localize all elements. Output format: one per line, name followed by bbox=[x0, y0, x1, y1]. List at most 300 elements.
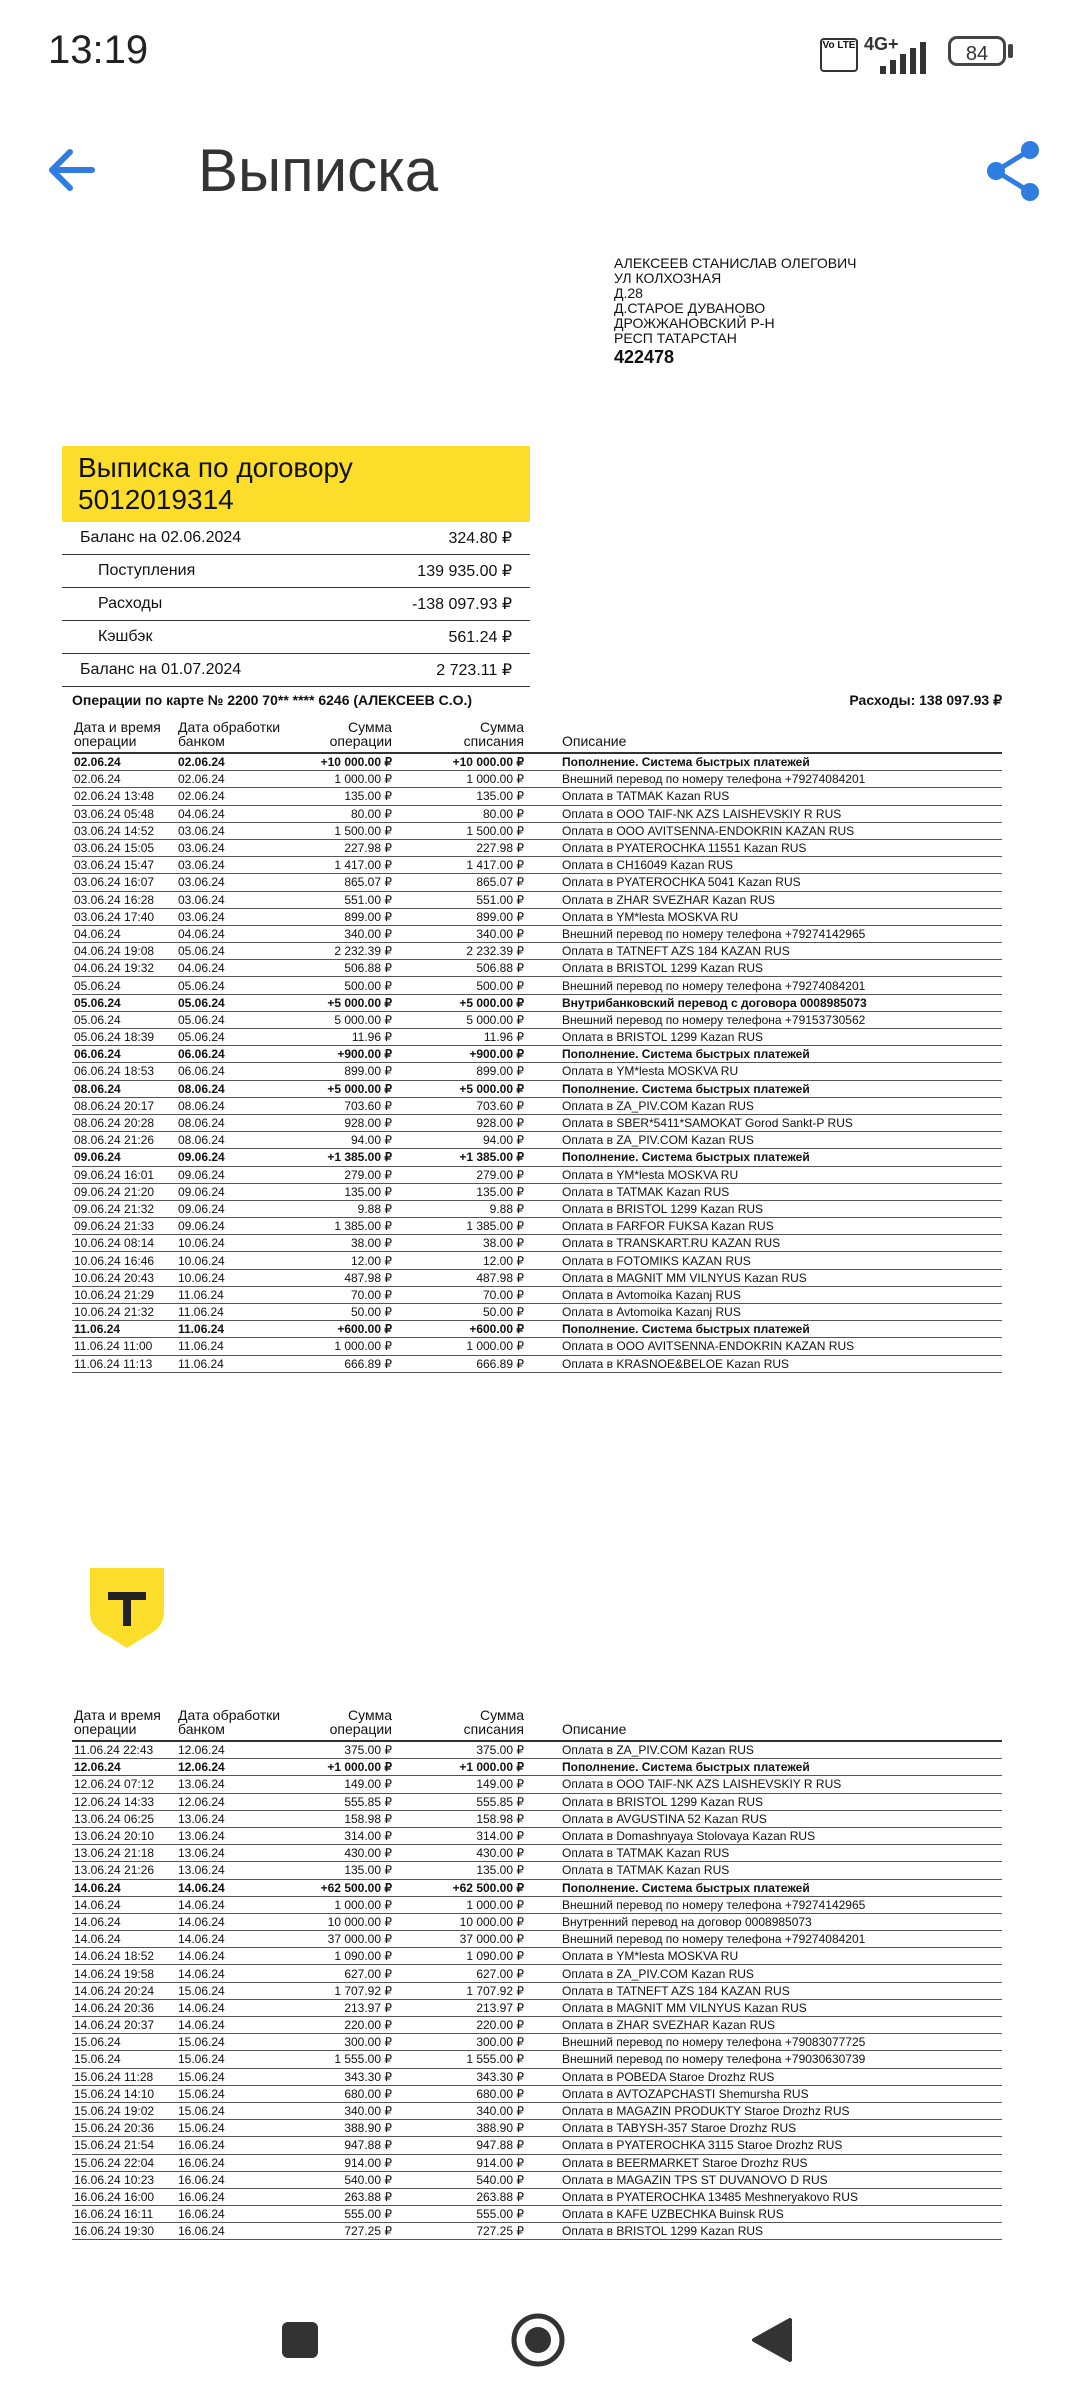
cell-date-op: 03.06.24 15:47 bbox=[72, 857, 176, 874]
cell-date-op: 03.06.24 16:28 bbox=[72, 891, 176, 908]
cell-date-bank: 14.06.24 bbox=[176, 1913, 290, 1930]
bank-logo-icon bbox=[90, 1568, 164, 1648]
table-row bbox=[72, 2034, 1002, 2051]
col-sum-op: Сумма операции bbox=[290, 1708, 394, 1741]
table-row bbox=[72, 1776, 1002, 1793]
cell-sum-op: 38.00 ₽ bbox=[290, 1235, 394, 1252]
cell-sum-op: 213.97 ₽ bbox=[290, 1999, 394, 2016]
table-row bbox=[72, 1080, 1002, 1097]
col-sum-debit: Сумма списания bbox=[394, 720, 526, 753]
cell-sum-debit: 899.00 ₽ bbox=[394, 1063, 526, 1080]
cell-date-op: 05.06.24 bbox=[72, 994, 176, 1011]
cell-description: Оплата в ZHAR SVEZHAR Kazan RUS bbox=[526, 2017, 1002, 2034]
status-time: 13:19 bbox=[48, 28, 149, 72]
table-row bbox=[72, 1845, 1002, 1862]
cell-sum-debit: 899.00 ₽ bbox=[394, 908, 526, 925]
cell-description: Оплата в PYATEROCHKA 13485 Meshneryakovo RUS bbox=[526, 2188, 1002, 2205]
cell-date-op: 02.06.24 13:48 bbox=[72, 788, 176, 805]
cell-description: Пополнение. Система быстрых платежей bbox=[526, 1879, 1002, 1896]
cell-date-op: 08.06.24 21:26 bbox=[72, 1132, 176, 1149]
cell-date-bank: 02.06.24 bbox=[176, 771, 290, 788]
cell-date-bank: 03.06.24 bbox=[176, 891, 290, 908]
summary-value: -138 097.93 ₽ bbox=[411, 596, 512, 613]
cell-date-bank: 14.06.24 bbox=[176, 1896, 290, 1913]
cell-date-op: 05.06.24 18:39 bbox=[72, 1029, 176, 1046]
cell-sum-debit: 38.00 ₽ bbox=[394, 1235, 526, 1252]
cell-sum-op: +62 500.00 ₽ bbox=[290, 1879, 394, 1896]
table-row bbox=[72, 1114, 1002, 1131]
cell-date-op: 09.06.24 21:33 bbox=[72, 1218, 176, 1235]
cell-sum-debit: 135.00 ₽ bbox=[394, 788, 526, 805]
address-line: Д.СТАРОЕ ДУВАНОВО bbox=[614, 300, 766, 316]
cell-sum-debit: 220.00 ₽ bbox=[394, 2017, 526, 2034]
cell-date-op: 16.06.24 16:11 bbox=[72, 2206, 176, 2223]
cell-date-bank: 02.06.24 bbox=[176, 753, 290, 771]
cell-date-bank: 10.06.24 bbox=[176, 1235, 290, 1252]
cell-sum-debit: 9.88 ₽ bbox=[394, 1200, 526, 1217]
table-row bbox=[72, 1759, 1002, 1776]
summary-row bbox=[62, 654, 530, 687]
cell-sum-op: 703.60 ₽ bbox=[290, 1097, 394, 1114]
cell-date-op: 09.06.24 21:20 bbox=[72, 1183, 176, 1200]
cell-date-bank: 05.06.24 bbox=[176, 1029, 290, 1046]
cell-date-bank: 11.06.24 bbox=[176, 1286, 290, 1303]
cell-description: Оплата в TATMAK Kazan RUS bbox=[526, 1862, 1002, 1879]
summary-value: 561.24 ₽ bbox=[448, 629, 512, 646]
cell-sum-debit: 314.00 ₽ bbox=[394, 1827, 526, 1844]
table-row bbox=[72, 994, 1002, 1011]
cell-sum-op: 627.00 ₽ bbox=[290, 1965, 394, 1982]
summary-row bbox=[62, 588, 530, 621]
cell-sum-op: 300.00 ₽ bbox=[290, 2034, 394, 2051]
cell-sum-debit: 70.00 ₽ bbox=[394, 1286, 526, 1303]
cell-sum-op: 135.00 ₽ bbox=[290, 788, 394, 805]
cell-description: Внешний перевод по номеру телефона +79274142965 bbox=[526, 1896, 1002, 1913]
cell-sum-debit: 1 417.00 ₽ bbox=[394, 857, 526, 874]
cell-sum-debit: 340.00 ₽ bbox=[394, 2102, 526, 2119]
summary-title: Выписка по договору 5012019314 bbox=[62, 446, 530, 522]
summary-value: 139 935.00 ₽ bbox=[417, 563, 512, 580]
cell-sum-op: 551.00 ₽ bbox=[290, 891, 394, 908]
table-row bbox=[72, 943, 1002, 960]
cell-sum-debit: 279.00 ₽ bbox=[394, 1166, 526, 1183]
statement-summary bbox=[62, 446, 530, 687]
cell-sum-op: 375.00 ₽ bbox=[290, 1741, 394, 1759]
cell-sum-op: 5 000.00 ₽ bbox=[290, 1011, 394, 1028]
cell-sum-op: 343.30 ₽ bbox=[290, 2068, 394, 2085]
cell-sum-debit: 914.00 ₽ bbox=[394, 2154, 526, 2171]
cell-description: Оплата в Domashnyaya Stolovaya Kazan RUS bbox=[526, 1827, 1002, 1844]
cell-sum-op: 263.88 ₽ bbox=[290, 2188, 394, 2205]
cell-date-op: 14.06.24 18:52 bbox=[72, 1948, 176, 1965]
operations-header bbox=[72, 692, 1002, 709]
table-row bbox=[72, 839, 1002, 856]
cell-date-bank: 03.06.24 bbox=[176, 857, 290, 874]
cell-description: Оплата в TATNEFT AZS 184 KAZAN RUS bbox=[526, 1982, 1002, 1999]
cell-description: Оплата в ZA_PIV.COM Kazan RUS bbox=[526, 1097, 1002, 1114]
cell-sum-op: 430.00 ₽ bbox=[290, 1845, 394, 1862]
cell-date-bank: 03.06.24 bbox=[176, 874, 290, 891]
cell-date-op: 14.06.24 bbox=[72, 1913, 176, 1930]
table-row bbox=[72, 1252, 1002, 1269]
operations-card-label: Операции по карте № 2200 70** **** 6246 (АЛЕКСЕЕВ С.О.) bbox=[72, 692, 473, 708]
cell-sum-debit: 50.00 ₽ bbox=[394, 1304, 526, 1321]
cell-date-op: 09.06.24 21:32 bbox=[72, 1200, 176, 1217]
cell-sum-debit: 37 000.00 ₽ bbox=[394, 1931, 526, 1948]
operations-table-page2 bbox=[72, 1708, 1002, 2240]
cell-date-op: 13.06.24 21:18 bbox=[72, 1845, 176, 1862]
operations-body bbox=[72, 753, 1002, 1372]
cell-sum-debit: 213.97 ₽ bbox=[394, 1999, 526, 2016]
page-title: Выписка bbox=[198, 137, 439, 204]
cell-date-op: 15.06.24 20:36 bbox=[72, 2120, 176, 2137]
cell-description: Пополнение. Система быстрых платежей bbox=[526, 1759, 1002, 1776]
table-row bbox=[72, 2120, 1002, 2137]
cell-date-op: 16.06.24 16:00 bbox=[72, 2188, 176, 2205]
cell-date-op: 13.06.24 06:25 bbox=[72, 1810, 176, 1827]
cell-description: Оплата в ООО TAIF-NK AZS LAISHEVSKIY R RUS bbox=[526, 805, 1002, 822]
col-date-op: Дата и время операции bbox=[72, 720, 176, 753]
summary-value: 2 723.11 ₽ bbox=[436, 662, 512, 679]
cell-date-op: 10.06.24 20:43 bbox=[72, 1269, 176, 1286]
cell-date-bank: 09.06.24 bbox=[176, 1218, 290, 1235]
table-row bbox=[72, 2102, 1002, 2119]
cell-sum-op: 680.00 ₽ bbox=[290, 2085, 394, 2102]
table-row bbox=[72, 1879, 1002, 1896]
cell-description: Оплата в BRISTOL 1299 Kazan RUS bbox=[526, 960, 1002, 977]
address-line: УЛ КОЛХОЗНАЯ bbox=[614, 270, 722, 286]
cell-date-bank: 05.06.24 bbox=[176, 943, 290, 960]
cell-date-op: 15.06.24 11:28 bbox=[72, 2068, 176, 2085]
table-row bbox=[72, 1166, 1002, 1183]
cell-description: Оплата в BRISTOL 1299 Kazan RUS bbox=[526, 1793, 1002, 1810]
cell-sum-op: 9.88 ₽ bbox=[290, 1200, 394, 1217]
cell-date-bank: 16.06.24 bbox=[176, 2171, 290, 2188]
cell-description: Оплата в FOTOMIKS KAZAN RUS bbox=[526, 1252, 1002, 1269]
col-date-bank: Дата обработки банком bbox=[176, 1708, 290, 1741]
table-row bbox=[72, 1046, 1002, 1063]
table-row bbox=[72, 1793, 1002, 1810]
cell-date-bank: 08.06.24 bbox=[176, 1132, 290, 1149]
cell-description: Внутренний перевод на договор 0008985073 bbox=[526, 1913, 1002, 1930]
share-icon[interactable] bbox=[980, 136, 1050, 206]
cell-date-op: 05.06.24 bbox=[72, 1011, 176, 1028]
cell-sum-op: +1 000.00 ₽ bbox=[290, 1759, 394, 1776]
cell-sum-debit: +1 385.00 ₽ bbox=[394, 1149, 526, 1166]
table-row bbox=[72, 1982, 1002, 1999]
cell-date-op: 06.06.24 bbox=[72, 1046, 176, 1063]
cell-sum-op: +5 000.00 ₽ bbox=[290, 994, 394, 1011]
cell-date-op: 16.06.24 10:23 bbox=[72, 2171, 176, 2188]
cell-description: Оплата в Avtomoika Kazanj RUS bbox=[526, 1286, 1002, 1303]
cell-description: Внешний перевод по номеру телефона +79274142965 bbox=[526, 925, 1002, 942]
cell-date-bank: 09.06.24 bbox=[176, 1183, 290, 1200]
table-row bbox=[72, 2206, 1002, 2223]
cell-date-bank: 16.06.24 bbox=[176, 2154, 290, 2171]
cell-sum-debit: 703.60 ₽ bbox=[394, 1097, 526, 1114]
cell-date-bank: 15.06.24 bbox=[176, 2085, 290, 2102]
cell-sum-debit: 551.00 ₽ bbox=[394, 891, 526, 908]
cell-date-bank: 06.06.24 bbox=[176, 1046, 290, 1063]
table-row bbox=[72, 2051, 1002, 2068]
cell-date-op: 15.06.24 21:54 bbox=[72, 2137, 176, 2154]
cell-date-op: 08.06.24 20:28 bbox=[72, 1114, 176, 1131]
table-row bbox=[72, 1965, 1002, 1982]
table-row bbox=[72, 1862, 1002, 1879]
circle-icon[interactable] bbox=[510, 2312, 566, 2368]
cell-date-bank: 13.06.24 bbox=[176, 1776, 290, 1793]
cell-date-op: 11.06.24 bbox=[72, 1321, 176, 1338]
cell-sum-debit: 158.98 ₽ bbox=[394, 1810, 526, 1827]
cell-sum-debit: 94.00 ₽ bbox=[394, 1132, 526, 1149]
cell-date-op: 08.06.24 20:17 bbox=[72, 1097, 176, 1114]
operations-table bbox=[72, 720, 1002, 1373]
cell-description: Оплата в KAFE UZBECHKA Buinsk RUS bbox=[526, 2206, 1002, 2223]
cell-sum-op: 666.89 ₽ bbox=[290, 1355, 394, 1372]
col-description: Описание bbox=[526, 1708, 1002, 1741]
table-row bbox=[72, 753, 1002, 771]
cell-date-bank: 06.06.24 bbox=[176, 1063, 290, 1080]
cell-date-op: 09.06.24 bbox=[72, 1149, 176, 1166]
col-description: Описание bbox=[526, 720, 1002, 753]
cell-date-bank: 14.06.24 bbox=[176, 1999, 290, 2016]
cell-date-op: 03.06.24 15:05 bbox=[72, 839, 176, 856]
arrow-left-icon[interactable] bbox=[40, 130, 120, 210]
cell-date-op: 10.06.24 21:29 bbox=[72, 1286, 176, 1303]
table-row bbox=[72, 1183, 1002, 1200]
cell-date-op: 03.06.24 05:48 bbox=[72, 805, 176, 822]
cell-sum-debit: 149.00 ₽ bbox=[394, 1776, 526, 1793]
cell-date-bank: 04.06.24 bbox=[176, 960, 290, 977]
cell-sum-op: 135.00 ₽ bbox=[290, 1862, 394, 1879]
cell-description: Оплата в YM*lesta MOSKVA RU bbox=[526, 1063, 1002, 1080]
cell-sum-debit: 865.07 ₽ bbox=[394, 874, 526, 891]
cell-date-bank: 02.06.24 bbox=[176, 788, 290, 805]
cell-date-op: 11.06.24 22:43 bbox=[72, 1741, 176, 1759]
square-icon[interactable] bbox=[282, 2322, 318, 2358]
cell-sum-op: +5 000.00 ₽ bbox=[290, 1080, 394, 1097]
cell-date-op: 03.06.24 16:07 bbox=[72, 874, 176, 891]
cell-sum-op: 314.00 ₽ bbox=[290, 1827, 394, 1844]
cell-sum-op: 279.00 ₽ bbox=[290, 1166, 394, 1183]
cell-date-bank: 05.06.24 bbox=[176, 977, 290, 994]
cell-sum-op: 135.00 ₽ bbox=[290, 1183, 394, 1200]
cell-sum-op: 899.00 ₽ bbox=[290, 908, 394, 925]
network-type: 4G+ bbox=[864, 34, 899, 54]
postal-code: 422478 bbox=[614, 347, 675, 367]
cell-date-op: 15.06.24 19:02 bbox=[72, 2102, 176, 2119]
cell-description: Пополнение. Система быстрых платежей bbox=[526, 753, 1002, 771]
table-row bbox=[72, 788, 1002, 805]
table-row bbox=[72, 1827, 1002, 1844]
cell-date-op: 16.06.24 19:30 bbox=[72, 2223, 176, 2240]
table-row bbox=[72, 857, 1002, 874]
cell-sum-debit: 727.25 ₽ bbox=[394, 2223, 526, 2240]
table-row bbox=[72, 1029, 1002, 1046]
cell-sum-op: 500.00 ₽ bbox=[290, 977, 394, 994]
cell-sum-op: 11.96 ₽ bbox=[290, 1029, 394, 1046]
cell-sum-debit: 300.00 ₽ bbox=[394, 2034, 526, 2051]
cell-description: Оплата в PYATEROCHKA 5041 Kazan RUS bbox=[526, 874, 1002, 891]
table-row bbox=[72, 2085, 1002, 2102]
cell-date-bank: 15.06.24 bbox=[176, 2051, 290, 2068]
table-row bbox=[72, 1286, 1002, 1303]
cell-date-op: 10.06.24 08:14 bbox=[72, 1235, 176, 1252]
cell-description: Оплата в CH16049 Kazan RUS bbox=[526, 857, 1002, 874]
cell-sum-op: 2 232.39 ₽ bbox=[290, 943, 394, 960]
cell-description: Оплата в SBER*5411*SAMOKAT Gorod Sankt-P RUS bbox=[526, 1114, 1002, 1131]
cell-date-op: 06.06.24 18:53 bbox=[72, 1063, 176, 1080]
summary-label: Расходы bbox=[98, 595, 163, 612]
cell-date-bank: 16.06.24 bbox=[176, 2206, 290, 2223]
cell-date-bank: 09.06.24 bbox=[176, 1149, 290, 1166]
cell-description: Внешний перевод по номеру телефона +79153730562 bbox=[526, 1011, 1002, 1028]
summary-row bbox=[62, 555, 530, 588]
cell-sum-op: 388.90 ₽ bbox=[290, 2120, 394, 2137]
col-date-op: Дата и время операции bbox=[72, 1708, 176, 1741]
cell-date-bank: 14.06.24 bbox=[176, 1965, 290, 1982]
table-row bbox=[72, 2154, 1002, 2171]
cell-date-bank: 11.06.24 bbox=[176, 1355, 290, 1372]
col-sum-debit: Сумма списания bbox=[394, 1708, 526, 1741]
cell-sum-op: 10 000.00 ₽ bbox=[290, 1913, 394, 1930]
cell-date-op: 04.06.24 19:08 bbox=[72, 943, 176, 960]
cell-date-op: 14.06.24 20:37 bbox=[72, 2017, 176, 2034]
cell-date-op: 15.06.24 22:04 bbox=[72, 2154, 176, 2171]
cell-sum-debit: 500.00 ₽ bbox=[394, 977, 526, 994]
cell-date-op: 04.06.24 bbox=[72, 925, 176, 942]
cell-date-bank: 14.06.24 bbox=[176, 1879, 290, 1896]
table-header-row bbox=[72, 1708, 1002, 1741]
cell-sum-debit: 540.00 ₽ bbox=[394, 2171, 526, 2188]
cell-sum-op: 1 385.00 ₽ bbox=[290, 1218, 394, 1235]
cell-date-bank: 13.06.24 bbox=[176, 1827, 290, 1844]
cell-sum-op: 865.07 ₽ bbox=[290, 874, 394, 891]
cell-description: Оплата в TATMAK Kazan RUS bbox=[526, 1183, 1002, 1200]
cell-date-op: 11.06.24 11:13 bbox=[72, 1355, 176, 1372]
table-row bbox=[72, 1931, 1002, 1948]
cell-sum-op: 727.25 ₽ bbox=[290, 2223, 394, 2240]
cell-date-op: 13.06.24 20:10 bbox=[72, 1827, 176, 1844]
cell-date-bank: 03.06.24 bbox=[176, 839, 290, 856]
cell-description: Оплата в ZA_PIV.COM Kazan RUS bbox=[526, 1965, 1002, 1982]
table-row bbox=[72, 2017, 1002, 2034]
cell-date-bank: 05.06.24 bbox=[176, 994, 290, 1011]
summary-row bbox=[62, 621, 530, 654]
cell-date-op: 14.06.24 bbox=[72, 1879, 176, 1896]
table-row bbox=[72, 1321, 1002, 1338]
cell-description: Оплата в POBEDA Staroe Drozhz RUS bbox=[526, 2068, 1002, 2085]
cell-sum-op: 555.85 ₽ bbox=[290, 1793, 394, 1810]
cell-date-bank: 14.06.24 bbox=[176, 1948, 290, 1965]
cell-sum-debit: 5 000.00 ₽ bbox=[394, 1011, 526, 1028]
cell-sum-op: 928.00 ₽ bbox=[290, 1114, 394, 1131]
cell-date-bank: 15.06.24 bbox=[176, 2120, 290, 2137]
cell-description: Внешний перевод по номеру телефона +79083077725 bbox=[526, 2034, 1002, 2051]
cell-description: Оплата в KRASNOE&BELOE Kazan RUS bbox=[526, 1355, 1002, 1372]
cell-description: Внутрибанковский перевод с договора 0008985073 bbox=[526, 994, 1002, 1011]
cell-sum-debit: 1 090.00 ₽ bbox=[394, 1948, 526, 1965]
cell-sum-debit: 555.85 ₽ bbox=[394, 1793, 526, 1810]
table-row bbox=[72, 977, 1002, 994]
address-line: АЛЕКСЕЕВ СТАНИСЛАВ ОЛЕГОВИЧ bbox=[614, 255, 857, 271]
cell-description: Пополнение. Система быстрых платежей bbox=[526, 1321, 1002, 1338]
cell-description: Оплата в BRISTOL 1299 Kazan RUS bbox=[526, 1029, 1002, 1046]
cell-description: Оплата в Avtomoika Kazanj RUS bbox=[526, 1304, 1002, 1321]
table-row bbox=[72, 925, 1002, 942]
col-date-bank: Дата обработки банком bbox=[176, 720, 290, 753]
cell-date-op: 05.06.24 bbox=[72, 977, 176, 994]
table-row bbox=[72, 2171, 1002, 2188]
cell-sum-op: +1 385.00 ₽ bbox=[290, 1149, 394, 1166]
cell-description: Оплата в TATNEFT AZS 184 KAZAN RUS bbox=[526, 943, 1002, 960]
cell-date-bank: 12.06.24 bbox=[176, 1793, 290, 1810]
cell-date-bank: 04.06.24 bbox=[176, 925, 290, 942]
cell-date-op: 15.06.24 bbox=[72, 2051, 176, 2068]
table-row bbox=[72, 1218, 1002, 1235]
cell-date-op: 03.06.24 17:40 bbox=[72, 908, 176, 925]
cell-date-bank: 04.06.24 bbox=[176, 805, 290, 822]
cell-sum-debit: 680.00 ₽ bbox=[394, 2085, 526, 2102]
table-header-row bbox=[72, 720, 1002, 753]
cell-sum-op: 37 000.00 ₽ bbox=[290, 1931, 394, 1948]
cell-sum-debit: +5 000.00 ₽ bbox=[394, 994, 526, 1011]
cell-sum-op: 914.00 ₽ bbox=[290, 2154, 394, 2171]
table-row bbox=[72, 1948, 1002, 1965]
cell-date-bank: 03.06.24 bbox=[176, 908, 290, 925]
cell-date-op: 10.06.24 16:46 bbox=[72, 1252, 176, 1269]
triangle-left-icon[interactable] bbox=[750, 2316, 794, 2364]
cell-sum-op: 1 500.00 ₽ bbox=[290, 822, 394, 839]
table-row bbox=[72, 2068, 1002, 2085]
cell-date-op: 15.06.24 bbox=[72, 2034, 176, 2051]
cell-date-bank: 10.06.24 bbox=[176, 1269, 290, 1286]
table-row bbox=[72, 1741, 1002, 1759]
cell-sum-op: 80.00 ₽ bbox=[290, 805, 394, 822]
cell-sum-op: 1 417.00 ₽ bbox=[290, 857, 394, 874]
summary-row bbox=[62, 522, 530, 555]
table-row bbox=[72, 960, 1002, 977]
cell-sum-debit: +900.00 ₽ bbox=[394, 1046, 526, 1063]
cell-sum-debit: 555.00 ₽ bbox=[394, 2206, 526, 2223]
cell-sum-debit: 12.00 ₽ bbox=[394, 1252, 526, 1269]
cell-date-op: 14.06.24 bbox=[72, 1931, 176, 1948]
status-bar bbox=[0, 0, 1080, 110]
cell-description: Оплата в TRANSKART.RU KAZAN RUS bbox=[526, 1235, 1002, 1252]
operations-body bbox=[72, 1741, 1002, 2240]
battery-icon: 84 bbox=[948, 36, 1006, 66]
cell-date-bank: 14.06.24 bbox=[176, 2017, 290, 2034]
cell-date-op: 13.06.24 21:26 bbox=[72, 1862, 176, 1879]
table-row bbox=[72, 2223, 1002, 2240]
cell-sum-op: +900.00 ₽ bbox=[290, 1046, 394, 1063]
cell-sum-debit: 1 000.00 ₽ bbox=[394, 771, 526, 788]
table-row bbox=[72, 1913, 1002, 1930]
table-row bbox=[72, 1355, 1002, 1372]
cell-date-op: 10.06.24 21:32 bbox=[72, 1304, 176, 1321]
table-row bbox=[72, 1999, 1002, 2016]
cell-date-bank: 03.06.24 bbox=[176, 822, 290, 839]
client-address bbox=[614, 256, 857, 365]
cell-description: Оплата в PYATEROCHKA 3115 Staroe Drozhz RUS bbox=[526, 2137, 1002, 2154]
cell-description: Оплата в YM*lesta MOSKVA RU bbox=[526, 908, 1002, 925]
cell-date-bank: 10.06.24 bbox=[176, 1252, 290, 1269]
cell-date-bank: 16.06.24 bbox=[176, 2223, 290, 2240]
cell-date-bank: 05.06.24 bbox=[176, 1011, 290, 1028]
cell-sum-debit: 928.00 ₽ bbox=[394, 1114, 526, 1131]
cell-description: Оплата в FARFOR FUKSA Kazan RUS bbox=[526, 1218, 1002, 1235]
cell-date-op: 14.06.24 bbox=[72, 1896, 176, 1913]
